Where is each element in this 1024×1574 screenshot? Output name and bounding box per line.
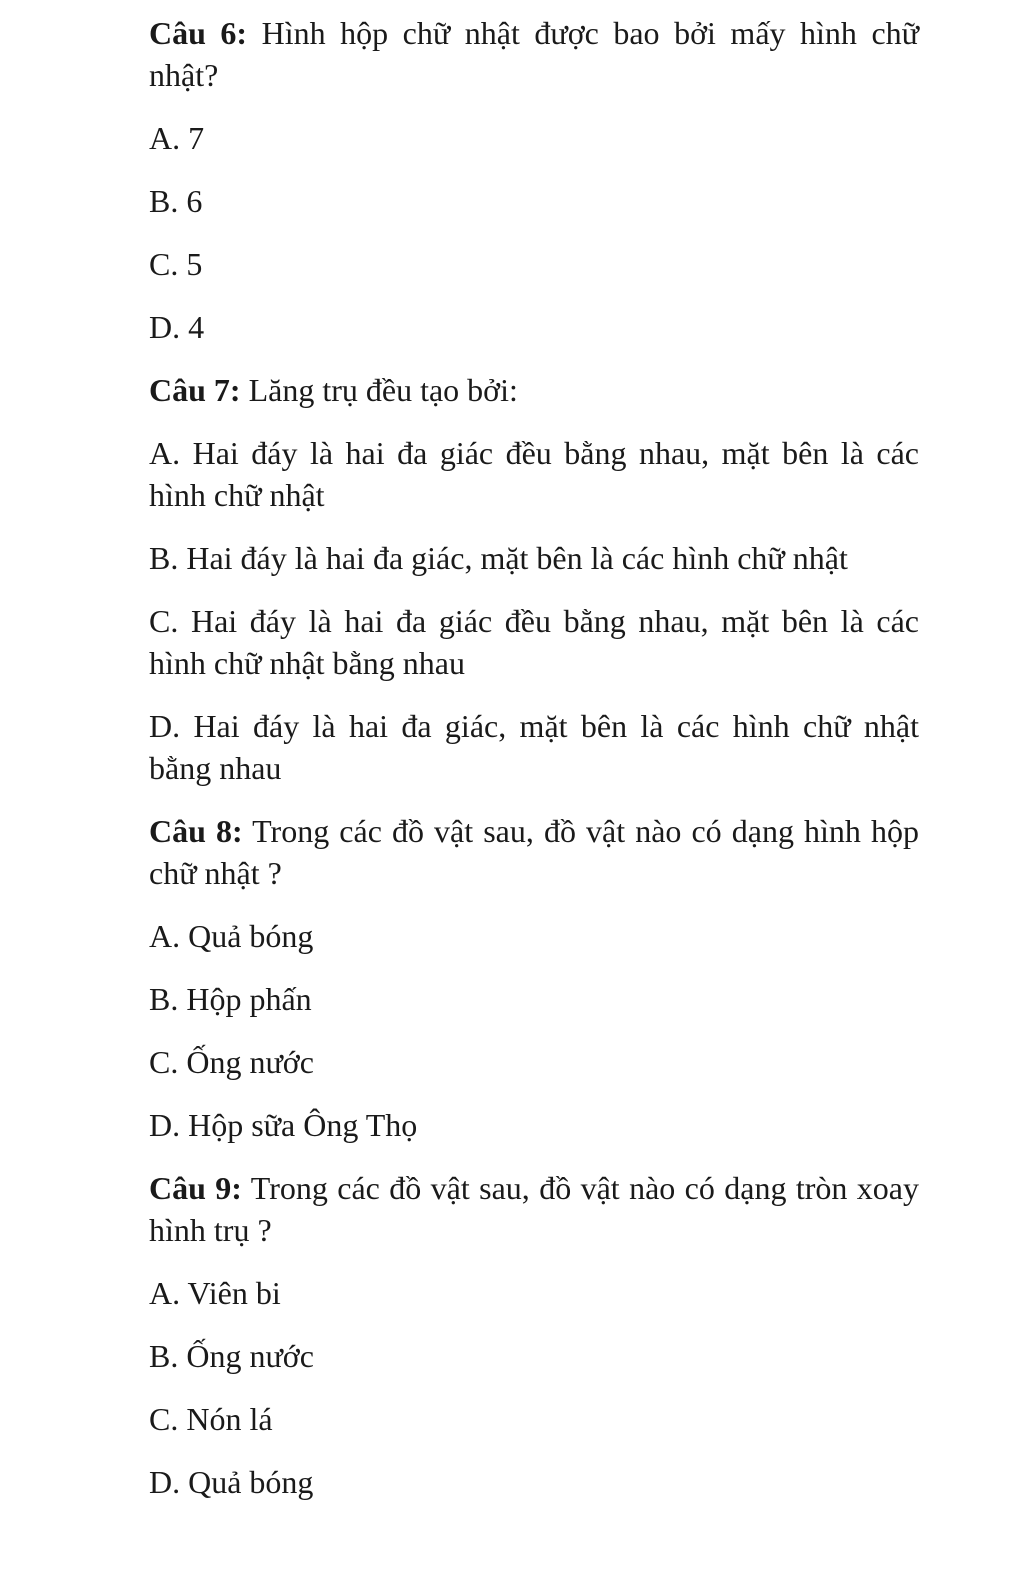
question-8-option-a: A. Quả bóng <box>149 918 314 954</box>
quiz-content <box>149 12 919 1503</box>
question-6 <box>149 12 919 96</box>
question-6-label: Câu 6: <box>149 15 248 51</box>
question-7-option-c: C. Hai đáy là hai đa giác đều bằng nhau, mặt bên là các hình chữ nhật bằng nhau <box>149 603 919 681</box>
question-9-text: Trong các đồ vật sau, đồ vật nào có dạng tròn xoay hình trụ ? <box>149 1170 920 1248</box>
question-8-text: Trong các đồ vật sau, đồ vật nào có dạng hình hộp chữ nhật ? <box>149 813 920 891</box>
question-7-option-d: D. Hai đáy là hai đa giác, mặt bên là các hình chữ nhật bằng nhau <box>149 708 919 786</box>
question-6-option-c: C. 5 <box>149 246 203 282</box>
question-7 <box>149 369 919 411</box>
question-8-option-d: D. Hộp sữa Ông Thọ <box>149 1107 418 1143</box>
question-6-text: Hình hộp chữ nhật được bao bởi mấy hình chữ nhật? <box>149 15 920 93</box>
question-9-option-c: C. Nón lá <box>149 1401 273 1437</box>
question-9-option-d: D. Quả bóng <box>149 1464 314 1500</box>
question-7-option-b: B. Hai đáy là hai đa giác, mặt bên là các hình chữ nhật <box>149 540 848 576</box>
question-8-option-b: B. Hộp phấn <box>149 981 312 1017</box>
question-7-text: Lăng trụ đều tạo bởi: <box>240 372 518 408</box>
question-9-option-a: A. Viên bi <box>149 1275 281 1311</box>
question-9-option-b: B. Ống nước <box>149 1338 314 1374</box>
question-7-label: Câu 7: <box>149 372 241 408</box>
question-9 <box>149 1167 919 1251</box>
question-7-option-a: A. Hai đáy là hai đa giác đều bằng nhau, mặt bên là các hình chữ nhật <box>149 435 919 513</box>
question-8-option-c: C. Ống nước <box>149 1044 314 1080</box>
question-8-label: Câu 8: <box>149 813 243 849</box>
question-6-option-b: B. 6 <box>149 183 203 219</box>
question-6-option-a: A. 7 <box>149 120 205 156</box>
question-9-label: Câu 9: <box>149 1170 242 1206</box>
question-8 <box>149 810 919 894</box>
question-6-option-d: D. 4 <box>149 309 205 345</box>
